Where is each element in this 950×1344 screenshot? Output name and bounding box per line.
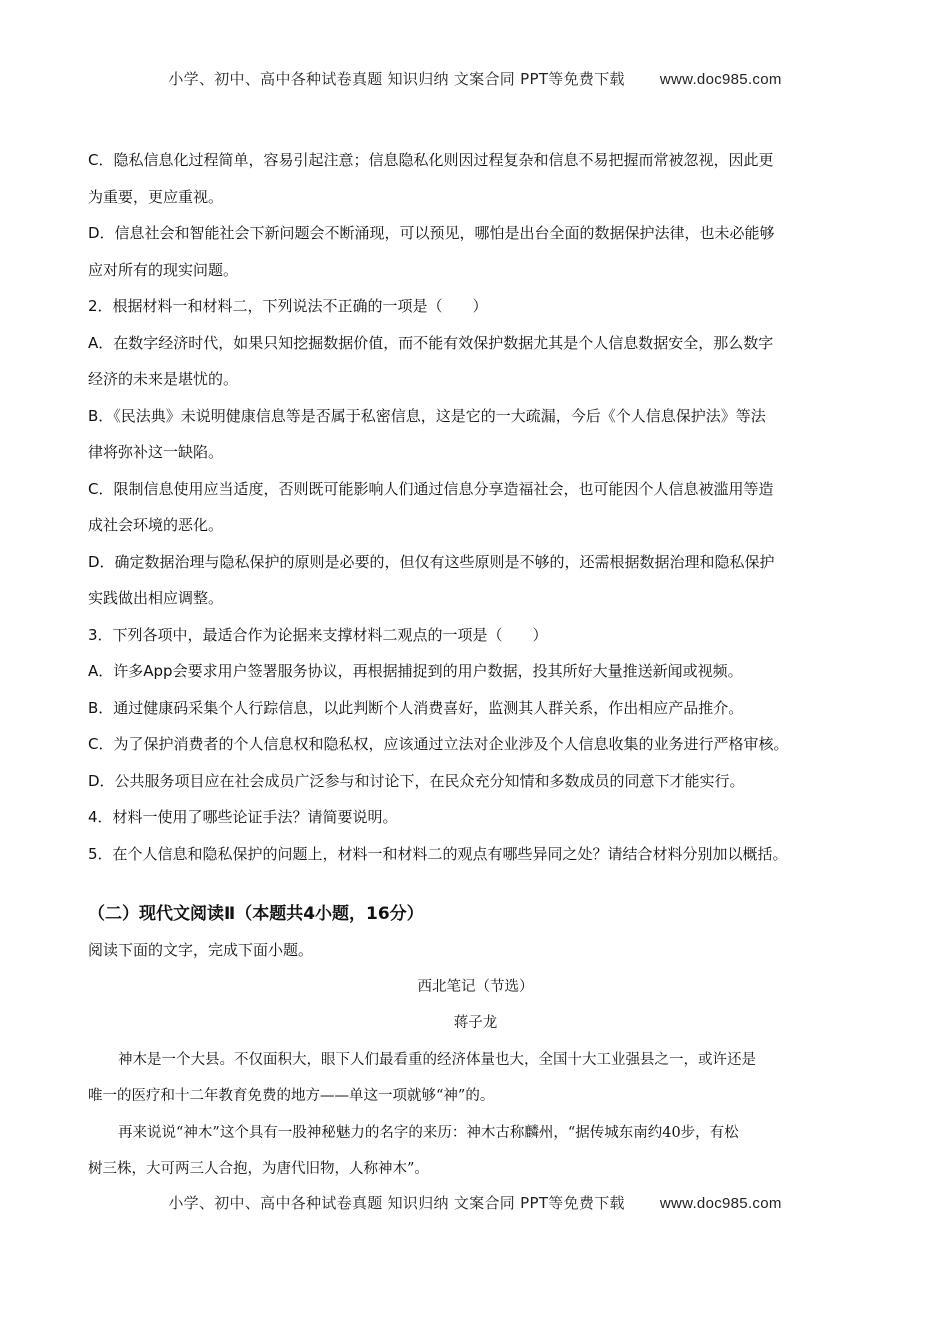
question-4: 4．材料一使用了哪些论证手法？请简要说明。 [88, 808, 398, 826]
article-author: 蒋子龙 [453, 1015, 498, 1031]
section-title: （二）现代文阅读Ⅱ（本题共4小题，16分） [88, 904, 424, 924]
header-site-link[interactable]: www.doc985.com [659, 71, 782, 88]
page-footer [0, 1192, 950, 1213]
article-title: 西北笔记（节选） [417, 978, 534, 995]
text-line: D．信息社会和智能社会下新问题会不断涌现，可以预见，哪怕是出台全面的数据保护法律，也未必能够 [88, 224, 775, 242]
text-line: C．隐私信息化过程简单，容易引起注意；信息隐私化则因过程复杂和信息不易把握而常被忽视，因此更 [88, 151, 774, 169]
text-line: 成社会环境的恶化。 [88, 516, 224, 534]
footer-site-link[interactable]: www.doc985.com [659, 1195, 782, 1212]
text-line: B．《民法典》未说明健康信息等是否属于私密信息，这是它的一大疏漏，今后《个人信息保护法》等法 [88, 406, 766, 425]
text-line: A．许多App会要求用户签署服务协议，再根据捕捉到的用户数据，投其所好大量推送新闻或视频。 [88, 662, 743, 680]
header-text: 小学、初中、高中各种试卷真题 知识归纳 文案合同 PPT等免费下载 [168, 70, 625, 88]
page-header [0, 68, 950, 89]
text-line: 经济的未来是堪忧的。 [88, 370, 239, 388]
text-line: B．通过健康码采集个人行踪信息，以此判断个人消费喜好，监测其人群关系，作出相应产品推介。 [88, 698, 744, 717]
article-paragraph: 唯一的医疗和十二年教育免费的地方——单这一项就够“神”的。 [88, 1088, 495, 1104]
instruction: 阅读下面的文字，完成下面小题。 [88, 941, 314, 959]
text-line: 实践做出相应调整。 [88, 589, 224, 607]
text-line: D．确定数据治理与隐私保护的原则是必要的，但仅有这些原则是不够的，还需根据数据治理和隐私保护 [88, 552, 775, 571]
text-line: C．为了保护消费者的个人信息权和隐私权，应该通过立法对企业涉及个人信息收集的业务进行严格审核。 [88, 735, 789, 753]
question-3: 3．下列各项中，最适合作为论据来支撑材料二观点的一项是（ ） [88, 625, 548, 644]
document-body [88, 142, 863, 1188]
footer-text: 小学、初中、高中各种试卷真题 知识归纳 文案合同 PPT等免费下载 [168, 1194, 625, 1212]
text-line: 为重要，更应重视。 [88, 187, 224, 206]
article-paragraph: 再来说说“神木”这个具有一股神秘魅力的名字的来历：神木古称麟州，“据传城东南约40步，有松 [118, 1124, 739, 1141]
section-gap [88, 872, 863, 896]
question-2: 2．根据材料一和材料二，下列说法不正确的一项是（ ） [88, 297, 488, 315]
text-line: C．限制信息使用应当适度，否则既可能影响人们通过信息分享造福社会，也可能因个人信息被滥用等造 [88, 479, 774, 498]
text-line: D．公共服务项目应在社会成员广泛参与和讨论下，在民众充分知情和多数成员的同意下才能实行。 [88, 771, 745, 790]
text-line: A．在数字经济时代，如果只知挖掘数据价值，而不能有效保护数据尤其是个人信息数据安全，那么数字 [88, 333, 774, 352]
article-paragraph: 树三株，大可两三人合抱，为唐代旧物，人称神木”。 [88, 1161, 429, 1177]
text-line: 应对所有的现实问题。 [88, 260, 239, 279]
question-5: 5．在个人信息和隐私保护的问题上，材料一和材料二的观点有哪些异同之处？请结合材料分别加以概括。 [88, 844, 788, 863]
article-paragraph: 神木是一个大县。不仅面积大，眼下人们最看重的经济体量也大，全国十大工业强县之一，或许还是 [118, 1051, 756, 1068]
text-line: 律将弥补这一缺陷。 [88, 443, 224, 461]
